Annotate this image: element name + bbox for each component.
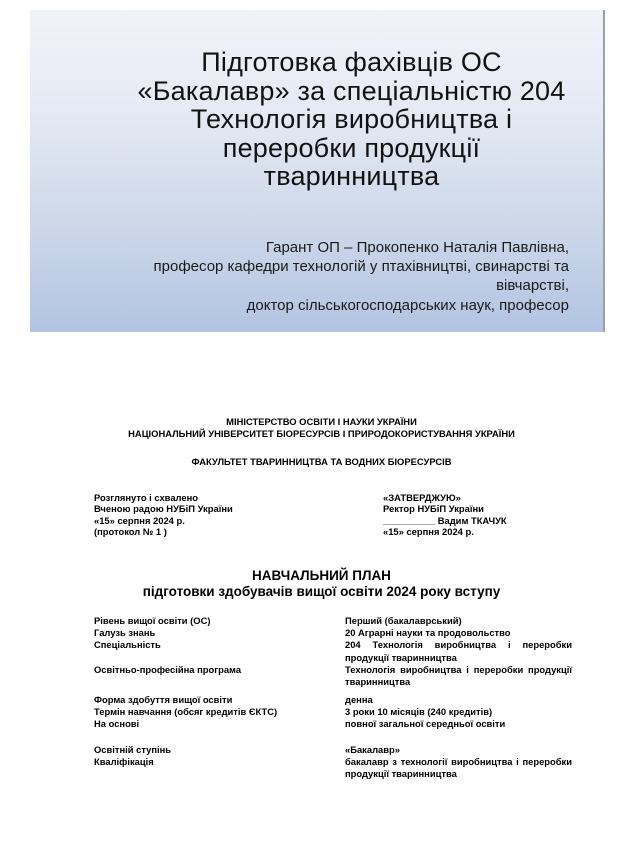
slide-subtitle	[96, 238, 569, 315]
university-line: НАЦІОНАЛЬНИЙ УНІВЕРСИТЕТ БІОРЕСУРСІВ І ПРИРОДОКОРИСТУВАННЯ УКРАЇНИ	[128, 427, 515, 439]
plan-detail-row	[94, 718, 572, 730]
plan-detail-row	[94, 756, 572, 781]
plan-title: НАВЧАЛЬНИЙ ПЛАН	[252, 567, 391, 583]
plan-detail-row	[94, 615, 572, 627]
approved-block	[383, 492, 572, 538]
detail-value: денна	[345, 693, 373, 705]
detail-value: «Бакалавр»	[345, 743, 400, 755]
subtitle-line: вівчарстві,	[496, 277, 569, 295]
plan-detail-row	[94, 706, 572, 718]
approved-line: «ЗАТВЕРДЖУЮ»	[383, 491, 461, 503]
detail-label: Рівень вищої освіти (ОС)	[94, 614, 211, 626]
approvals-block	[94, 492, 572, 538]
detail-label: Спеціальність	[94, 639, 161, 651]
faculty-line: ФАКУЛЬТЕТ ТВАРИННИЦТВА ТА ВОДНИХ БІОРЕСУРСІВ	[191, 456, 452, 467]
detail-label: Форма здобуття вищої освіти	[94, 693, 233, 705]
approved-line: «15» серпня 2024 р.	[383, 526, 474, 538]
considered-line: «15» серпня 2024 р.	[94, 514, 185, 526]
subtitle-line: Гарант ОП – Прокопенко Наталія Павлівна,	[265, 239, 569, 256]
detail-label: Освітньо-професійна програма	[94, 664, 242, 676]
plan-detail-row	[94, 639, 572, 664]
slide-title	[96, 48, 607, 191]
plan-details	[94, 615, 572, 781]
detail-value: бакалавр з технології виробництва і переробки продукції тваринництва	[345, 755, 572, 780]
considered-line: (протокол № 1 )	[94, 526, 167, 538]
slide-title-line: Підготовка фахівців ОС	[201, 47, 502, 77]
plan-heading	[94, 568, 549, 601]
plan-subtitle: підготовки здобувачів вищої освіти 2024 року вступу	[142, 584, 501, 600]
detail-label: Кваліфікація	[94, 755, 154, 767]
considered-line: Розглянуто і схвалено	[94, 491, 198, 503]
detail-value: повної загальної середньої освіти	[345, 718, 506, 730]
plan-detail-row	[94, 627, 572, 639]
detail-label: Термін навчання (обсяг кредитів ЄКТС)	[94, 705, 278, 717]
approved-line-signature: __________ Вадим ТКАЧУК	[383, 514, 507, 526]
plan-detail-row	[94, 694, 572, 706]
plan-detail-row	[94, 664, 572, 689]
considered-line: Вченою радою НУБіП України	[94, 503, 233, 515]
approved-line: Ректор НУБіП України	[383, 503, 484, 515]
slide-title-line: «Бакалавр» за спеціальністю 204	[137, 75, 566, 106]
detail-label: Освітній ступінь	[94, 743, 172, 755]
ministry-line: МІНІСТЕРСТВО ОСВІТИ І НАУКИ УКРАЇНИ	[226, 416, 417, 427]
plan-detail-row	[94, 744, 572, 756]
document-preview	[94, 416, 572, 780]
subtitle-line: доктор сільськогосподарських наук, професор	[246, 296, 569, 314]
slide-title-line: тваринництва	[263, 161, 440, 191]
detail-label: Галузь знань	[94, 627, 156, 639]
detail-label: На основі	[94, 718, 140, 730]
ministry-header	[94, 416, 549, 439]
title-box	[30, 10, 605, 332]
subtitle-line: професор кафедри технологій у птахівництві, свинарстві та	[153, 258, 569, 276]
detail-value: 204 Технологія виробництва і переробки продукції тваринництва	[345, 639, 572, 663]
slide-title-line: переробки продукції	[222, 132, 481, 163]
detail-value: Технологія виробництва і переробки продукції тваринництва	[345, 664, 572, 688]
considered-block	[94, 492, 383, 538]
detail-value: 3 роки 10 місяців (240 кредитів)	[345, 705, 493, 717]
detail-value: Перший (бакалаврський)	[345, 614, 462, 626]
slide-title-line: Технологія виробництва і	[190, 104, 513, 134]
detail-value: 20 Аграрні науки та продовольство	[345, 627, 511, 639]
